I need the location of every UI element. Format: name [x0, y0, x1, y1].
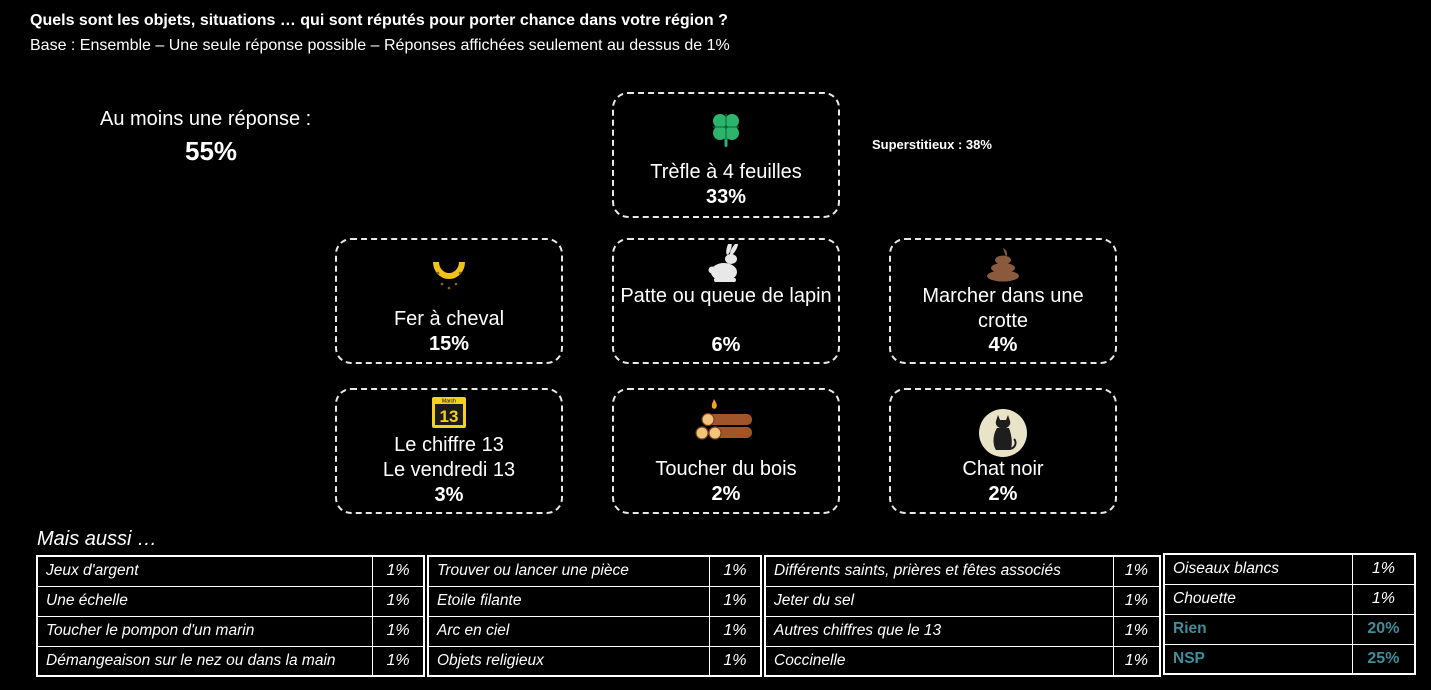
card-chat-noir: [889, 388, 1117, 514]
card-chiffre-13: [335, 388, 563, 514]
card-label: Patte ou queue de lapin: [620, 285, 832, 307]
answer-value: 1%: [709, 646, 761, 676]
calendar-13-icon: [337, 394, 561, 430]
table-row: [428, 646, 761, 676]
answer-label: Toucher le pompon d'un marin: [37, 616, 373, 646]
answer-value-rien: 20%: [1352, 614, 1415, 644]
summary-value: 55%: [185, 136, 238, 166]
summary-label: Au moins une réponse :: [100, 108, 312, 130]
answer-value-nsp: 25%: [1352, 644, 1415, 674]
chart-title: Quels sont les objets, situations … qui sont réputés pour porter chance dans votre région ?: [30, 12, 728, 29]
card-label: Toucher du bois: [655, 458, 797, 480]
table-row: [1164, 644, 1415, 674]
table-row: [37, 616, 424, 646]
answer-label: Autres chiffres que le 13: [765, 616, 1113, 646]
table-row: [765, 616, 1160, 646]
answer-label: Jeux d'argent: [37, 556, 373, 586]
table-row: [1164, 584, 1415, 614]
card-lapin: [612, 238, 840, 364]
answer-label: Etoile filante: [428, 586, 709, 616]
answer-value: 1%: [1113, 586, 1160, 616]
chart-subtitle: Base : Ensemble – Une seule réponse possible – Réponses affichées seulement au dessus de 1%: [30, 37, 730, 54]
calendar-month-text: March: [442, 398, 456, 405]
table-row: [37, 646, 424, 676]
answer-label-nsp: NSP: [1164, 644, 1352, 674]
table-row: [428, 586, 761, 616]
card-value: 33%: [705, 186, 747, 208]
answer-label-rien: Rien: [1164, 614, 1352, 644]
answer-value: 1%: [709, 556, 761, 586]
answer-label: Oiseaux blancs: [1164, 554, 1352, 584]
card-value: 6%: [711, 334, 741, 356]
horseshoe-icon: [337, 258, 561, 296]
card-label: Le chiffre 13: [394, 434, 504, 456]
table-row: [1164, 614, 1415, 644]
other-answers-table-3: [764, 555, 1161, 677]
card-value: 2%: [711, 483, 741, 505]
answer-value: 1%: [1113, 646, 1160, 676]
answer-label: Jeter du sel: [765, 586, 1113, 616]
answer-label: Trouver ou lancer une pièce: [428, 556, 709, 586]
card-value: 2%: [988, 483, 1018, 505]
answer-value: 1%: [1113, 556, 1160, 586]
black-cat-icon: [891, 408, 1115, 458]
mais-aussi-title: Mais aussi …: [37, 528, 158, 550]
answer-label: Arc en ciel: [428, 616, 709, 646]
table-row: [765, 586, 1160, 616]
answer-label: Coccinelle: [765, 646, 1113, 676]
answer-value: 1%: [1113, 616, 1160, 646]
four-leaf-clover-icon: [614, 110, 838, 150]
other-answers-table-1: [36, 555, 425, 677]
answer-label: Différents saints, prières et fêtes associés: [765, 556, 1113, 586]
table-row: [765, 646, 1160, 676]
card-label: Trèfle à 4 feuilles: [650, 161, 802, 183]
rabbit-icon: [614, 244, 838, 286]
table-row: [428, 616, 761, 646]
card-label: Marcher dans une crotte: [922, 285, 1084, 332]
answer-value: 1%: [1352, 554, 1415, 584]
answer-value: 1%: [373, 646, 424, 676]
card-label: Chat noir: [962, 458, 1044, 480]
card-label-2: Le vendredi 13: [382, 459, 516, 481]
answer-value: 1%: [373, 556, 424, 586]
answer-label: Objets religieux: [428, 646, 709, 676]
other-answers-table-2: [427, 555, 762, 677]
table-row: [37, 556, 424, 586]
card-label: Fer à cheval: [393, 308, 505, 330]
answer-label: Démangeaison sur le nez ou dans la main: [37, 646, 373, 676]
card-fer-a-cheval: [335, 238, 563, 364]
card-value: 4%: [988, 334, 1018, 356]
answer-label: Chouette: [1164, 584, 1352, 614]
wood-logs-icon: [614, 396, 838, 448]
card-toucher-du-bois: [612, 388, 840, 514]
card-value: 15%: [428, 333, 470, 355]
answer-value: 1%: [709, 586, 761, 616]
calendar-day-text: 13: [439, 407, 459, 426]
card-trefle: [612, 92, 840, 218]
other-answers-table-4: [1163, 553, 1416, 675]
card-value: 3%: [434, 484, 464, 506]
table-row: [1164, 554, 1415, 584]
answer-value: 1%: [373, 586, 424, 616]
answer-value: 1%: [1352, 584, 1415, 614]
superstitieux-note: Superstitieux : 38%: [872, 137, 992, 152]
card-crotte: [889, 238, 1117, 364]
table-row: [37, 586, 424, 616]
answer-value: 1%: [373, 616, 424, 646]
table-row: [765, 556, 1160, 586]
poop-icon: [891, 244, 1115, 284]
answer-label: Une échelle: [37, 586, 373, 616]
table-row: [428, 556, 761, 586]
answer-value: 1%: [709, 616, 761, 646]
